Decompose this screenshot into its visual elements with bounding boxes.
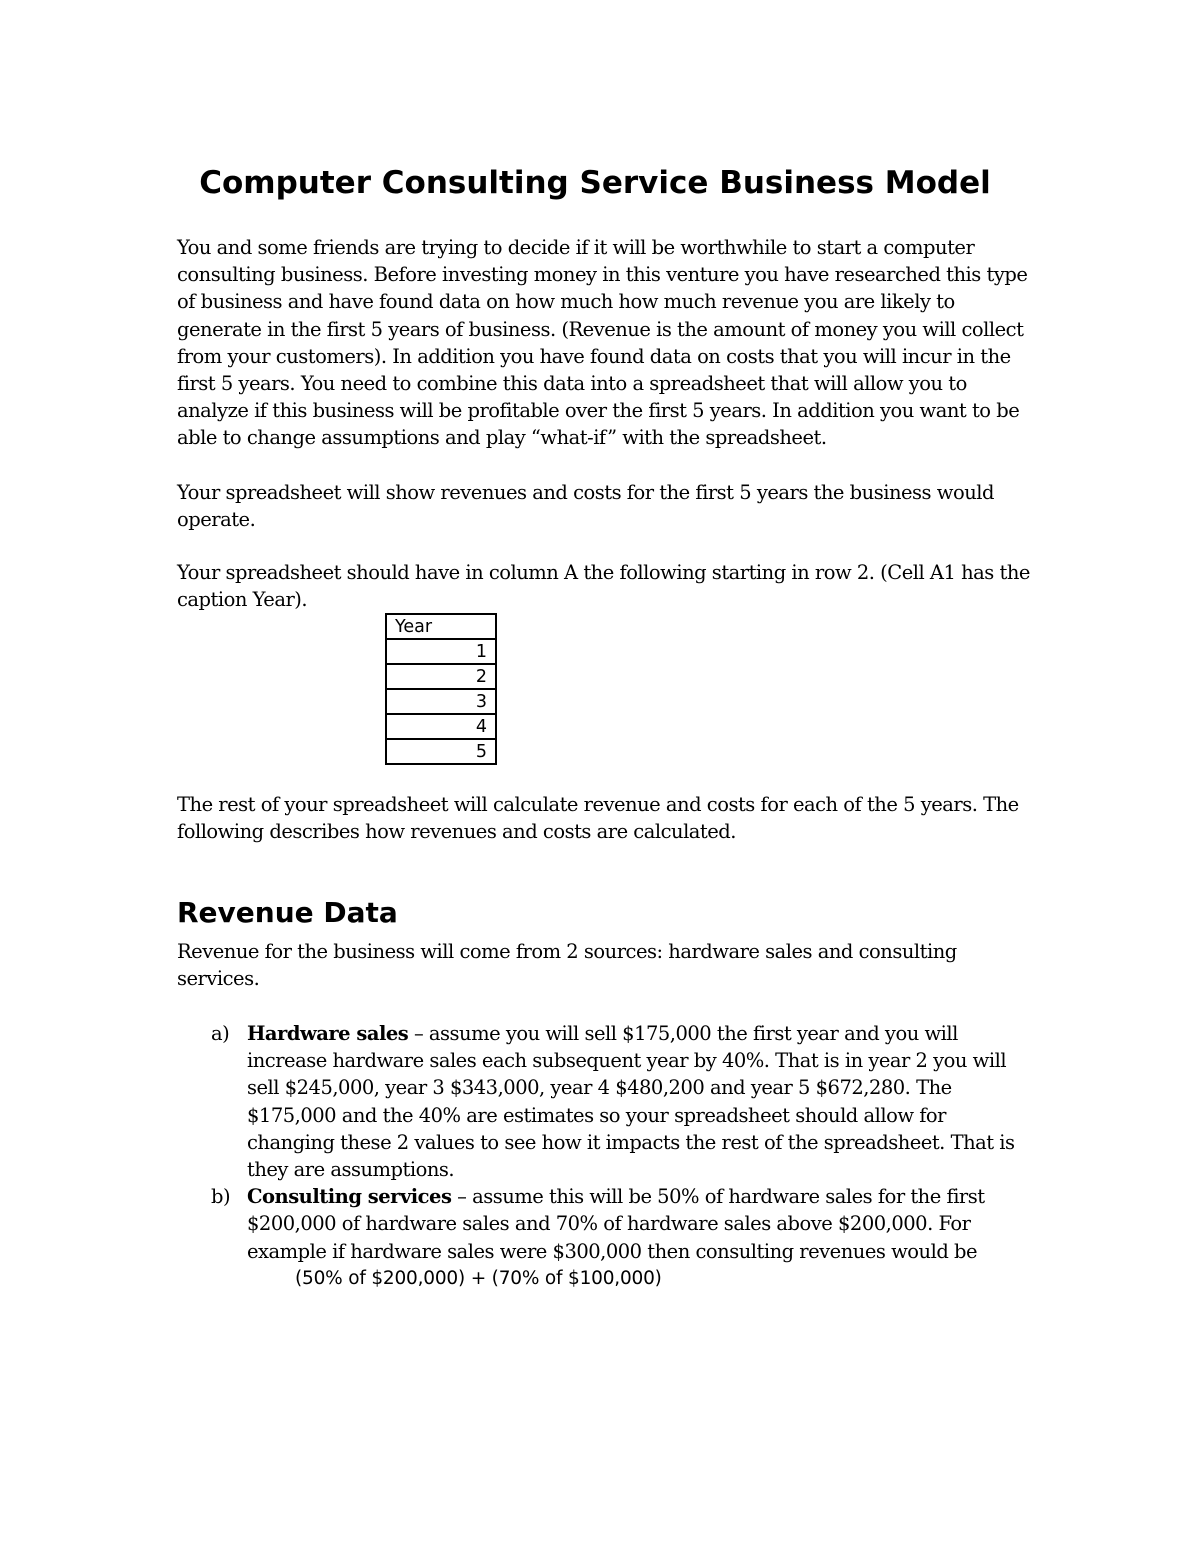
revenue-intro-paragraph: Revenue for the business will come from 2 sources: hardware sales and consulting services.	[177, 940, 957, 991]
consulting-services-term: Consulting services	[247, 1185, 452, 1209]
hardware-sales-term: Hardware sales	[247, 1022, 409, 1045]
year-table	[385, 613, 497, 765]
list-marker: a)	[211, 1022, 230, 1045]
table-row	[386, 639, 496, 664]
consulting-formula: (50% of $200,000) + (70% of $100,000)	[295, 1267, 662, 1289]
intro-paragraph: You and some friends are trying to decide if it will be worthwhile to start a computer consulting business. Before investing money in this venture you have researched this type of business and have found data on how much how much revenue you are likely to generate in the first 5 years of business. (Revenue is the amount of money you will collect from your customers). In addition you have found data on costs that you will incur in the first 5 years. You need to combine this data into a spreadsheet that will allow you to analyze if this business will be profitable over the first 5 years. In addition you want to be able to change assumptions and play “what-if” with the spreadsheet.	[177, 236, 1028, 450]
table-row	[386, 664, 496, 689]
list-item-consulting-services	[177, 1183, 1032, 1292]
year-cell: 4	[386, 714, 496, 739]
table-row	[386, 689, 496, 714]
list-item-hardware-sales	[177, 1020, 1032, 1183]
page-title: Computer Consulting Service Business Model	[199, 165, 991, 201]
spreadsheet-paragraph: Your spreadsheet will show revenues and costs for the first 5 years the business would operate.	[177, 481, 994, 532]
year-cell: 3	[386, 689, 496, 714]
year-cell: 5	[386, 739, 496, 764]
column-paragraph: Your spreadsheet should have in column A the following starting in row 2. (Cell A1 has the caption Year).	[177, 561, 1030, 612]
hardware-sales-text: – assume you will sell $175,000 the first year and you will increase hardware sales each subsequent year by 40%. That is in year 2 you will sell $245,000, year 3 $343,000, year 4 $480,200 and year 5 $672,280. The $175,000 and the 40% are estimates so your spreadsheet should allow for changing these 2 values to see how it impacts the rest of the spreadsheet. That is they are assumptions.	[247, 1022, 1015, 1182]
year-header-cell: Year	[386, 614, 496, 639]
revenue-data-heading: Revenue Data	[177, 896, 398, 929]
rest-paragraph: The rest of your spreadsheet will calculate revenue and costs for each of the 5 years. The following describes how revenues and costs are calculated.	[177, 793, 1019, 844]
list-marker: b)	[211, 1185, 231, 1209]
table-row	[386, 739, 496, 764]
revenue-list	[177, 1020, 1032, 1292]
table-header-row	[386, 614, 496, 639]
year-cell: 2	[386, 664, 496, 689]
table-row	[386, 714, 496, 739]
consulting-services-text: – assume this will be 50% of hardware sales for the first $200,000 of hardware sales and 70% of hardware sales above $200,000. For example if hardware sales were $300,000 then consulting revenues would be	[247, 1185, 985, 1263]
year-cell: 1	[386, 639, 496, 664]
